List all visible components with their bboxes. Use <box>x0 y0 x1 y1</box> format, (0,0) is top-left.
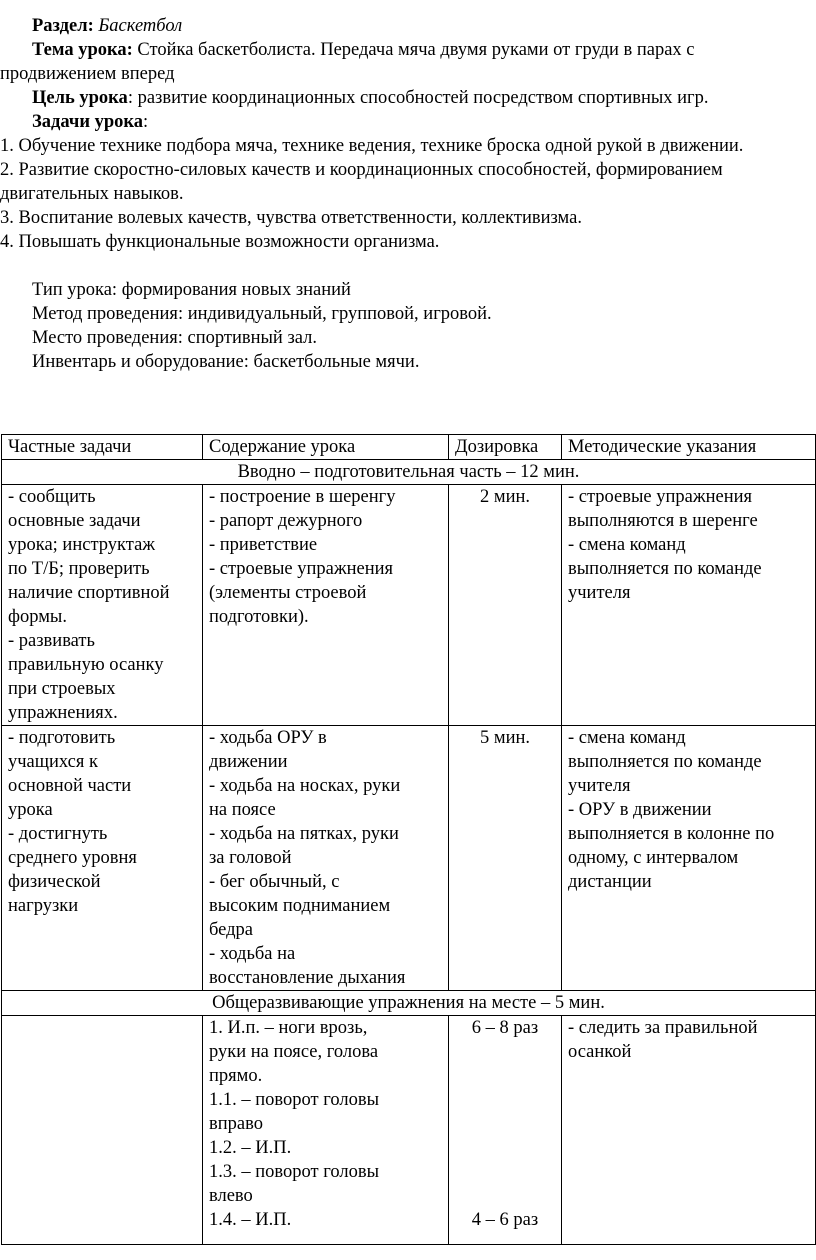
cell-line: - смена команд <box>568 728 686 748</box>
task-item-4: 4. Повышать функциональные возможности организма. <box>0 232 440 252</box>
cell-line: (элементы строевой <box>209 583 367 603</box>
section-row <box>2 460 816 485</box>
table-row <box>2 1016 816 1245</box>
content-cell <box>203 485 449 726</box>
cell-line: - сообщить <box>8 487 96 507</box>
column-header: Содержание урока <box>203 435 449 460</box>
cell-line: формы. <box>8 607 67 627</box>
lesson-equipment: Инвентарь и оборудование: баскетбольные мячи. <box>32 352 420 372</box>
cell-line: - смена команд <box>568 535 686 555</box>
cell-line: - ходьба ОРУ в <box>209 728 327 748</box>
column-header: Методические указания <box>562 435 816 460</box>
goal-line <box>0 86 812 110</box>
cell-line: выполняется по команде <box>568 752 762 772</box>
tasks-cell <box>2 1016 203 1245</box>
cell-line: - рапорт дежурного <box>209 511 363 531</box>
cell-line: - ходьба на носках, руки <box>209 776 401 796</box>
cell-line: - ОРУ в движении <box>568 800 712 820</box>
cell-line: - бег обычный, с <box>209 872 340 892</box>
section-value: Баскетбол <box>98 16 183 36</box>
tasks-label: Задачи урока <box>32 112 144 132</box>
section-title: Общеразвивающие упражнения на месте – 5 мин. <box>2 991 816 1016</box>
lesson-type: Тип урока: формирования новых знаний <box>32 280 351 300</box>
tasks-cell <box>2 726 203 991</box>
notes-cell <box>562 1016 816 1245</box>
column-header: Частные задачи <box>2 435 203 460</box>
cell-line: за головой <box>209 848 292 868</box>
lesson-plan-table <box>1 434 816 1245</box>
cell-line: выполняется в колонне по <box>568 824 775 844</box>
cell-line: учителя <box>568 776 631 796</box>
cell-line: - развивать <box>8 631 95 651</box>
topic-label: Тема урока: <box>32 40 133 60</box>
cell-line: руки на поясе, голова <box>209 1042 379 1062</box>
cell-line: - построение в шеренгу <box>209 487 396 507</box>
cell-line: среднего уровня <box>8 848 137 868</box>
table-row <box>2 485 816 726</box>
cell-line: влево <box>209 1186 253 1206</box>
cell-line: при строевых <box>8 679 116 699</box>
task-item-2: 2. Развитие скоростно-силовых качеств и координационных способностей, формированием двигательных навыков. <box>0 160 723 204</box>
cell-line: основные задачи <box>8 511 141 531</box>
cell-line: учащихся к <box>8 752 98 772</box>
topic-line <box>0 38 812 86</box>
tasks-cell <box>2 485 203 726</box>
cell-line: - строевые упражнения <box>568 487 753 507</box>
lesson-place: Место проведения: спортивный зал. <box>32 328 317 348</box>
cell-line: - достигнуть <box>8 824 108 844</box>
cell-line: физической <box>8 872 101 892</box>
topic-value: Стойка баскетболиста. Передача мяча двумя руками от груди в парах с продвижением вперед <box>0 40 695 84</box>
dose-cell: 2 мин. <box>449 485 562 726</box>
cell-line: высоким подниманием <box>209 896 391 916</box>
cell-line: выполняются в шеренге <box>568 511 758 531</box>
section-line <box>0 14 812 38</box>
task-item-1: 1. Обучение технике подбора мяча, технике ведения, технике броска одной рукой в движении. <box>0 136 744 156</box>
cell-line: урока; инструктаж <box>8 535 156 555</box>
cell-line: наличие спортивной <box>8 583 170 603</box>
table-row <box>2 726 816 991</box>
cell-line: бедра <box>209 920 254 940</box>
cell-line: выполняется по команде <box>568 559 762 579</box>
column-header: Дозировка <box>449 435 562 460</box>
task-item-3: 3. Воспитание волевых качеств, чувства ответственности, коллективизма. <box>0 208 582 228</box>
cell-line: одному, с интервалом <box>568 848 739 868</box>
cell-line: учителя <box>568 583 631 603</box>
cell-line: 6 – 8 раз <box>471 1018 539 1038</box>
cell-line: по Т/Б; проверить <box>8 559 150 579</box>
cell-line: 1.1. – поворот головы <box>209 1090 380 1110</box>
cell-line: основной части <box>8 776 132 796</box>
content-cell <box>203 1016 449 1245</box>
goal-label: Цель урока <box>32 88 128 108</box>
cell-spacer <box>209 1232 446 1244</box>
notes-cell <box>562 485 816 726</box>
cell-line: на поясе <box>209 800 276 820</box>
notes-cell <box>562 726 816 991</box>
cell-line: - подготовить <box>8 728 116 748</box>
cell-line: 1.4. – И.П. <box>209 1210 292 1230</box>
dose-cell: 5 мин. <box>449 726 562 991</box>
cell-line: - следить за правильной <box>568 1018 758 1038</box>
tasks-heading <box>0 110 812 134</box>
cell-line: 1.3. – поворот головы <box>209 1162 380 1182</box>
cell-line: правильную осанку <box>8 655 164 675</box>
tasks-colon: : <box>143 112 149 132</box>
section-title: Вводно – подготовительная часть – 12 мин. <box>2 460 816 485</box>
content-cell <box>203 726 449 991</box>
lesson-header <box>0 14 812 374</box>
cell-line: дистанции <box>568 872 652 892</box>
cell-line: восстановление дыхания <box>209 968 406 988</box>
cell-line: нагрузки <box>8 896 79 916</box>
lesson-method: Метод проведения: индивидуальный, групповой, игровой. <box>32 304 492 324</box>
cell-line: - ходьба на пятках, руки <box>209 824 399 844</box>
goal-value: : развитие координационных способностей посредством спортивных игр. <box>127 88 709 108</box>
cell-line: 1.2. – И.П. <box>209 1138 292 1158</box>
cell-line: 4 – 6 раз <box>471 1210 539 1230</box>
cell-line: - приветствие <box>209 535 318 555</box>
cell-line: вправо <box>209 1114 263 1134</box>
cell-line: 1. И.п. – ноги врозь, <box>209 1018 368 1038</box>
cell-line: урока <box>8 800 53 820</box>
cell-line: упражнениях. <box>8 703 118 723</box>
table-header-row <box>2 435 816 460</box>
section-label: Раздел: <box>32 16 94 36</box>
section-row <box>2 991 816 1016</box>
cell-line: подготовки). <box>209 607 309 627</box>
dose-cell <box>449 1016 562 1245</box>
cell-line: - строевые упражнения <box>209 559 394 579</box>
cell-line: - ходьба на <box>209 944 296 964</box>
cell-line: прямо. <box>209 1066 263 1086</box>
cell-line: движении <box>209 752 288 772</box>
cell-line: осанкой <box>568 1042 632 1062</box>
